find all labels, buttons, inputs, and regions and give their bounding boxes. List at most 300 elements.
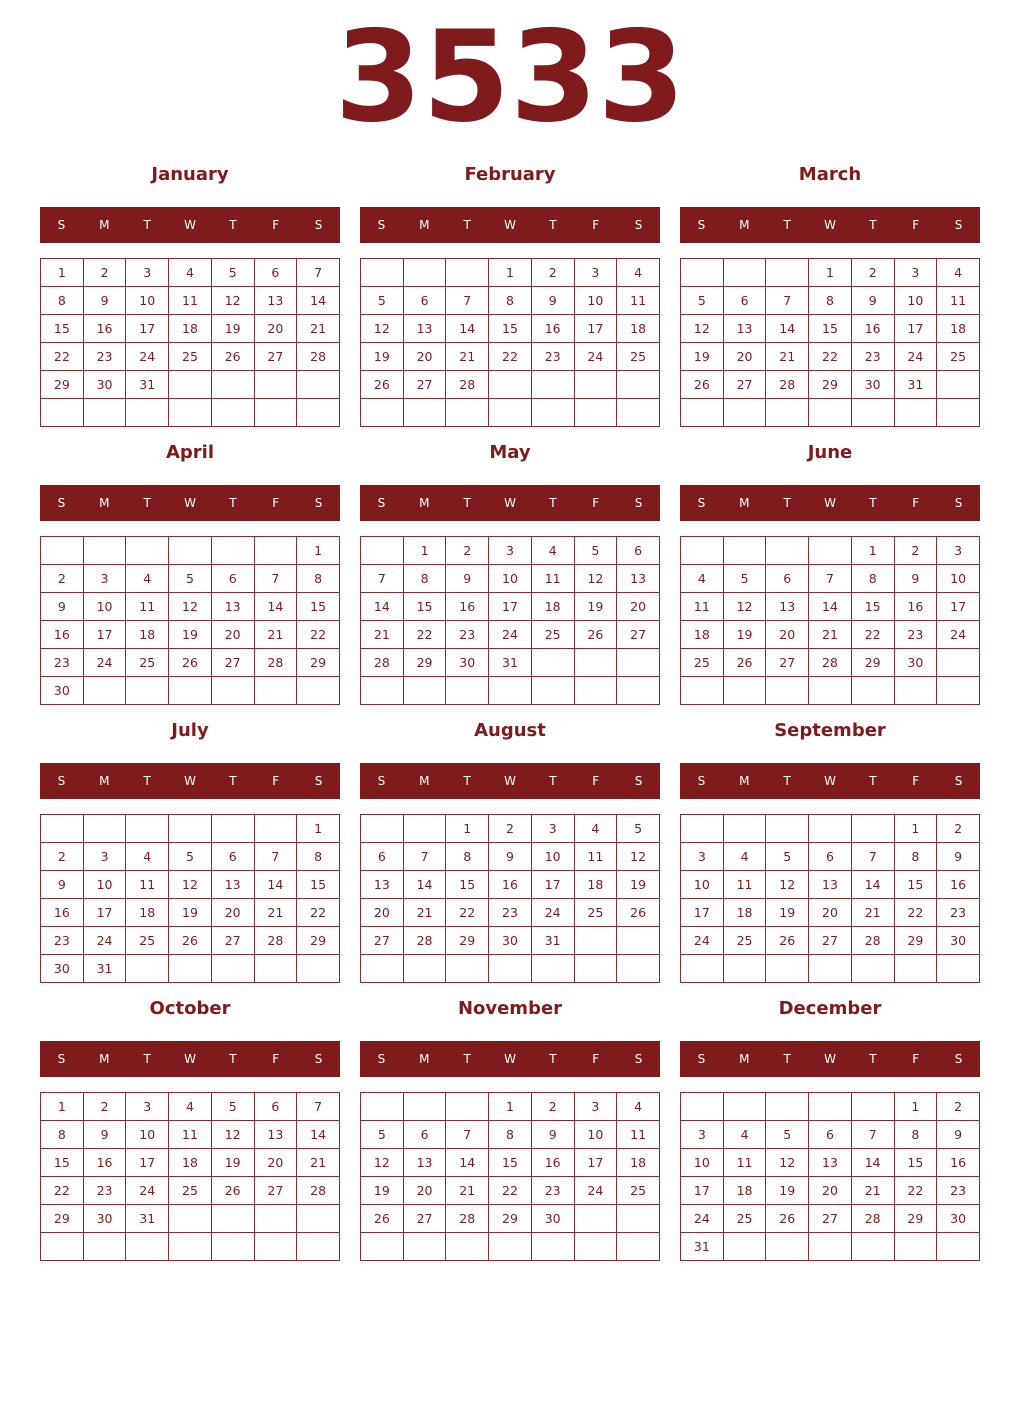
week-row (681, 927, 980, 955)
empty-cell (531, 649, 574, 677)
weekday-header (40, 207, 340, 243)
day-cell: 9 (531, 287, 574, 315)
empty-cell (851, 815, 894, 843)
empty-cell (723, 259, 766, 287)
day-cell: 19 (361, 343, 404, 371)
weekday-label: M (99, 496, 110, 510)
empty-cell (723, 677, 766, 705)
day-cell: 16 (937, 871, 980, 899)
day-cell: 7 (851, 843, 894, 871)
weekday-label: T (463, 774, 471, 788)
empty-cell (809, 815, 852, 843)
weekday-label: W (824, 218, 836, 232)
day-cell: 22 (809, 343, 852, 371)
day-cell: 7 (446, 287, 489, 315)
empty-cell (531, 677, 574, 705)
day-cell: 2 (531, 1093, 574, 1121)
day-cell: 28 (297, 1177, 340, 1205)
day-cell: 13 (403, 315, 446, 343)
day-cell: 30 (489, 927, 532, 955)
day-cell: 15 (41, 315, 84, 343)
day-cell: 17 (937, 593, 980, 621)
day-cell: 18 (574, 871, 617, 899)
weekday-header (360, 207, 660, 243)
day-cell: 25 (681, 649, 724, 677)
week-row (41, 315, 340, 343)
empty-cell (681, 815, 724, 843)
day-cell: 1 (489, 259, 532, 287)
day-cell: 16 (531, 1149, 574, 1177)
day-cell: 10 (83, 871, 126, 899)
month-name: October (149, 998, 231, 1019)
day-cell: 25 (126, 649, 169, 677)
week-row (361, 871, 660, 899)
day-cell: 5 (766, 1121, 809, 1149)
day-cell: 16 (489, 871, 532, 899)
day-cell: 8 (894, 1121, 937, 1149)
day-cell: 11 (126, 871, 169, 899)
empty-cell (894, 955, 937, 983)
empty-cell (126, 815, 169, 843)
month-name: February (464, 164, 556, 185)
empty-cell (489, 677, 532, 705)
day-cell: 6 (403, 1121, 446, 1149)
day-cell: 31 (894, 371, 937, 399)
day-cell: 1 (851, 537, 894, 565)
empty-cell (489, 955, 532, 983)
week-row (361, 259, 660, 287)
day-cell: 11 (723, 871, 766, 899)
day-cell: 23 (41, 927, 84, 955)
day-cell: 21 (254, 899, 297, 927)
day-cell: 15 (894, 1149, 937, 1177)
day-cell: 5 (617, 815, 660, 843)
day-cell: 26 (169, 649, 212, 677)
week-row (681, 259, 980, 287)
day-cell: 30 (894, 649, 937, 677)
weekday-label: M (739, 774, 750, 788)
week-row (41, 371, 340, 399)
empty-cell (766, 399, 809, 427)
weekday-label: S (57, 1052, 66, 1066)
empty-cell (254, 537, 297, 565)
day-cell: 24 (681, 927, 724, 955)
weekday-header (360, 485, 660, 521)
weekday-label: T (783, 496, 791, 510)
day-grid (360, 1092, 660, 1261)
day-cell: 17 (894, 315, 937, 343)
empty-cell (41, 1233, 84, 1261)
weekday-label: T (549, 774, 557, 788)
day-cell: 26 (766, 927, 809, 955)
weekday-label: T (463, 218, 471, 232)
week-row (681, 1093, 980, 1121)
week-row (681, 621, 980, 649)
empty-cell (211, 1205, 254, 1233)
day-cell: 27 (617, 621, 660, 649)
day-cell: 23 (937, 1177, 980, 1205)
day-cell: 13 (254, 287, 297, 315)
weekday-label: T (549, 496, 557, 510)
week-row (681, 955, 980, 983)
day-cell: 15 (809, 315, 852, 343)
day-cell: 29 (403, 649, 446, 677)
empty-cell (681, 259, 724, 287)
empty-cell (723, 537, 766, 565)
day-cell: 14 (446, 315, 489, 343)
empty-cell (403, 399, 446, 427)
empty-cell (766, 1093, 809, 1121)
empty-cell (766, 677, 809, 705)
day-cell: 30 (446, 649, 489, 677)
week-row (681, 899, 980, 927)
empty-cell (83, 537, 126, 565)
day-cell: 30 (41, 677, 84, 705)
day-cell: 23 (531, 1177, 574, 1205)
empty-cell (83, 677, 126, 705)
day-cell: 17 (126, 315, 169, 343)
weekday-label: F (912, 496, 920, 510)
weekday-header (360, 763, 660, 799)
weekday-label: M (99, 774, 110, 788)
day-cell: 9 (489, 843, 532, 871)
day-cell: 24 (83, 649, 126, 677)
year-title: 3533 (334, 3, 686, 150)
empty-cell (446, 259, 489, 287)
empty-cell (681, 1093, 724, 1121)
empty-cell (681, 537, 724, 565)
day-cell: 5 (169, 565, 212, 593)
weekday-label: T (229, 496, 237, 510)
day-cell: 21 (809, 621, 852, 649)
weekday-label: M (99, 1052, 110, 1066)
day-cell: 1 (41, 1093, 84, 1121)
empty-cell (574, 927, 617, 955)
day-cell: 25 (574, 899, 617, 927)
week-row (361, 565, 660, 593)
week-row (361, 399, 660, 427)
day-cell: 19 (211, 1149, 254, 1177)
week-row (361, 1149, 660, 1177)
day-cell: 20 (254, 1149, 297, 1177)
empty-cell (937, 399, 980, 427)
day-cell: 9 (41, 593, 84, 621)
day-cell: 5 (361, 287, 404, 315)
day-cell: 18 (617, 315, 660, 343)
day-cell: 8 (851, 565, 894, 593)
weekday-label: F (912, 218, 920, 232)
day-cell: 13 (211, 871, 254, 899)
day-cell: 10 (574, 1121, 617, 1149)
day-cell: 30 (83, 1205, 126, 1233)
day-cell: 22 (894, 1177, 937, 1205)
day-cell: 9 (531, 1121, 574, 1149)
day-cell: 16 (531, 315, 574, 343)
day-cell: 6 (617, 537, 660, 565)
day-cell: 3 (574, 259, 617, 287)
day-cell: 17 (126, 1149, 169, 1177)
empty-cell (681, 677, 724, 705)
empty-cell (809, 677, 852, 705)
week-row (41, 649, 340, 677)
day-cell: 20 (809, 1177, 852, 1205)
day-cell: 13 (809, 871, 852, 899)
week-row (681, 371, 980, 399)
day-cell: 31 (83, 955, 126, 983)
day-cell: 25 (723, 1205, 766, 1233)
day-cell: 18 (617, 1149, 660, 1177)
day-cell: 22 (894, 899, 937, 927)
day-cell: 14 (403, 871, 446, 899)
day-cell: 20 (617, 593, 660, 621)
empty-cell (254, 677, 297, 705)
empty-cell (809, 537, 852, 565)
empty-cell (574, 399, 617, 427)
week-row (361, 843, 660, 871)
day-cell: 21 (446, 343, 489, 371)
week-row (41, 815, 340, 843)
day-cell: 3 (937, 537, 980, 565)
empty-cell (169, 955, 212, 983)
day-cell: 15 (489, 1149, 532, 1177)
empty-cell (403, 815, 446, 843)
empty-cell (574, 649, 617, 677)
day-cell: 31 (681, 1233, 724, 1261)
weekday-label: S (634, 1052, 643, 1066)
empty-cell (809, 1233, 852, 1261)
month-name: January (151, 164, 229, 185)
weekday-label: M (739, 218, 750, 232)
weekday-label: T (463, 496, 471, 510)
day-cell: 23 (83, 343, 126, 371)
empty-cell (169, 1205, 212, 1233)
day-cell: 18 (531, 593, 574, 621)
day-cell: 23 (446, 621, 489, 649)
week-row (361, 315, 660, 343)
empty-cell (169, 371, 212, 399)
day-cell: 21 (297, 315, 340, 343)
week-row (41, 1233, 340, 1261)
empty-cell (361, 1093, 404, 1121)
weekday-label: F (592, 774, 600, 788)
day-cell: 9 (83, 1121, 126, 1149)
weekday-label: W (824, 1052, 836, 1066)
day-cell: 24 (574, 343, 617, 371)
weekday-label: T (549, 218, 557, 232)
day-cell: 26 (574, 621, 617, 649)
day-cell: 22 (489, 1177, 532, 1205)
day-cell: 22 (446, 899, 489, 927)
empty-cell (169, 1233, 212, 1261)
day-cell: 13 (254, 1121, 297, 1149)
day-cell: 25 (531, 621, 574, 649)
weekday-label: T (869, 496, 877, 510)
empty-cell (681, 399, 724, 427)
empty-cell (254, 399, 297, 427)
weekday-label: S (377, 774, 386, 788)
empty-cell (894, 1233, 937, 1261)
week-row (361, 1177, 660, 1205)
empty-cell (297, 399, 340, 427)
weekday-label: S (57, 218, 66, 232)
day-cell: 1 (41, 259, 84, 287)
day-cell: 3 (681, 843, 724, 871)
empty-cell (126, 955, 169, 983)
empty-cell (361, 1233, 404, 1261)
day-cell: 2 (41, 565, 84, 593)
empty-cell (531, 399, 574, 427)
weekday-label: T (143, 774, 151, 788)
week-row (361, 1121, 660, 1149)
weekday-label: S (314, 496, 323, 510)
empty-cell (41, 815, 84, 843)
empty-cell (211, 815, 254, 843)
day-cell: 19 (681, 343, 724, 371)
day-cell: 21 (403, 899, 446, 927)
week-row (681, 343, 980, 371)
week-row (41, 287, 340, 315)
day-cell: 4 (126, 565, 169, 593)
day-cell: 27 (361, 927, 404, 955)
day-cell: 6 (403, 287, 446, 315)
empty-cell (361, 399, 404, 427)
weekday-header (680, 485, 980, 521)
day-cell: 27 (723, 371, 766, 399)
day-cell: 5 (361, 1121, 404, 1149)
empty-cell (574, 1233, 617, 1261)
day-cell: 29 (297, 649, 340, 677)
empty-cell (361, 537, 404, 565)
empty-cell (766, 955, 809, 983)
day-cell: 26 (211, 1177, 254, 1205)
weekday-label: W (824, 774, 836, 788)
day-cell: 21 (446, 1177, 489, 1205)
day-cell: 2 (894, 537, 937, 565)
day-cell: 4 (169, 1093, 212, 1121)
week-row (361, 1233, 660, 1261)
empty-cell (403, 259, 446, 287)
day-cell: 13 (361, 871, 404, 899)
day-cell: 21 (851, 899, 894, 927)
weekday-label: S (57, 774, 66, 788)
day-cell: 12 (211, 287, 254, 315)
day-cell: 28 (361, 649, 404, 677)
day-cell: 18 (126, 899, 169, 927)
day-cell: 29 (41, 1205, 84, 1233)
empty-cell (809, 1093, 852, 1121)
empty-cell (169, 677, 212, 705)
empty-cell (723, 1233, 766, 1261)
week-row (41, 1149, 340, 1177)
day-cell: 6 (723, 287, 766, 315)
day-cell: 2 (851, 259, 894, 287)
day-cell: 29 (851, 649, 894, 677)
week-row (681, 1121, 980, 1149)
day-cell: 8 (297, 843, 340, 871)
weekday-label: W (184, 218, 196, 232)
empty-cell (403, 955, 446, 983)
day-cell: 19 (723, 621, 766, 649)
week-row (681, 537, 980, 565)
day-cell: 23 (851, 343, 894, 371)
empty-cell (446, 399, 489, 427)
day-cell: 16 (83, 315, 126, 343)
week-row (41, 1177, 340, 1205)
weekday-label: F (592, 1052, 600, 1066)
day-cell: 30 (937, 927, 980, 955)
weekday-label: W (504, 218, 516, 232)
day-cell: 18 (126, 621, 169, 649)
weekday-header (360, 1041, 660, 1077)
day-cell: 11 (126, 593, 169, 621)
weekday-label: T (143, 218, 151, 232)
day-cell: 2 (83, 1093, 126, 1121)
day-cell: 9 (937, 1121, 980, 1149)
empty-cell (297, 1205, 340, 1233)
day-cell: 24 (681, 1205, 724, 1233)
day-cell: 10 (681, 871, 724, 899)
day-cell: 14 (851, 1149, 894, 1177)
week-row (361, 343, 660, 371)
day-cell: 4 (126, 843, 169, 871)
month-name: May (489, 442, 531, 463)
day-cell: 1 (446, 815, 489, 843)
day-cell: 18 (723, 1177, 766, 1205)
day-cell: 10 (894, 287, 937, 315)
day-cell: 20 (403, 343, 446, 371)
weekday-label: S (697, 774, 706, 788)
day-cell: 2 (489, 815, 532, 843)
day-cell: 28 (254, 927, 297, 955)
day-cell: 11 (617, 287, 660, 315)
day-cell: 17 (83, 899, 126, 927)
day-cell: 29 (809, 371, 852, 399)
week-row (361, 1205, 660, 1233)
empty-cell (766, 259, 809, 287)
weekday-label: T (229, 218, 237, 232)
week-row (681, 593, 980, 621)
day-cell: 2 (83, 259, 126, 287)
empty-cell (766, 537, 809, 565)
weekday-label: T (229, 774, 237, 788)
empty-cell (297, 371, 340, 399)
day-cell: 4 (574, 815, 617, 843)
day-cell: 25 (723, 927, 766, 955)
day-cell: 7 (297, 259, 340, 287)
weekday-label: S (314, 218, 323, 232)
day-cell: 27 (403, 371, 446, 399)
empty-cell (361, 677, 404, 705)
day-cell: 5 (766, 843, 809, 871)
week-row (41, 565, 340, 593)
day-cell: 10 (126, 287, 169, 315)
empty-cell (361, 259, 404, 287)
day-cell: 3 (894, 259, 937, 287)
day-cell: 17 (574, 1149, 617, 1177)
day-cell: 28 (254, 649, 297, 677)
day-cell: 24 (489, 621, 532, 649)
empty-cell (41, 537, 84, 565)
week-row (41, 927, 340, 955)
day-cell: 5 (211, 1093, 254, 1121)
day-cell: 22 (403, 621, 446, 649)
day-cell: 15 (403, 593, 446, 621)
day-cell: 27 (809, 927, 852, 955)
weekday-label: T (463, 1052, 471, 1066)
day-cell: 10 (937, 565, 980, 593)
day-cell: 28 (446, 1205, 489, 1233)
day-cell: 4 (531, 537, 574, 565)
